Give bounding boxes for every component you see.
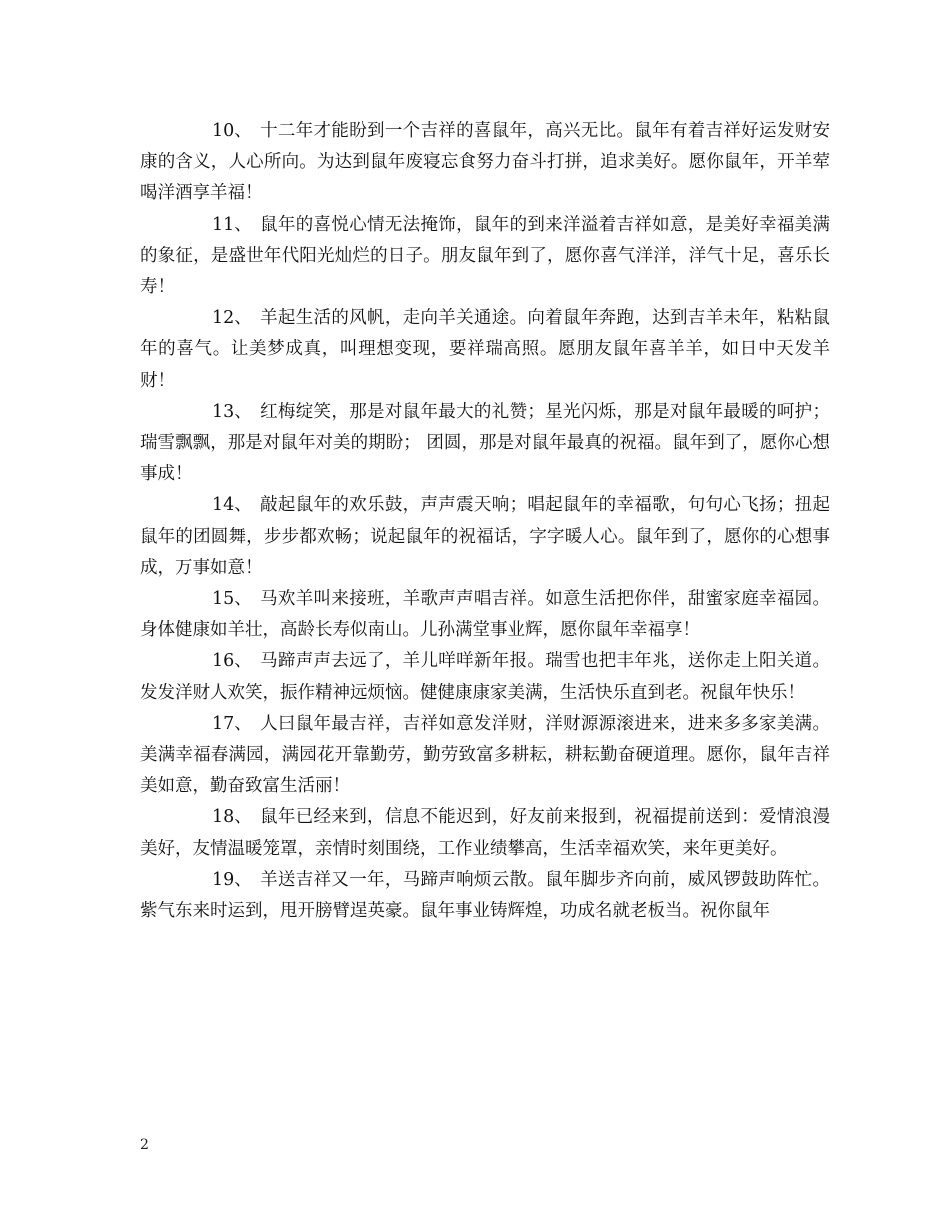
paragraph-12	[140, 303, 830, 397]
paragraph-text: 十二年才能盼到一个吉祥的喜鼠年，高兴无比。鼠年有着吉祥好运发财安康的含义，人心所向。为达到鼠年废寝忘食努力奋斗打拼，追求美好。愿你鼠年，开羊荤喝洋酒享羊福！	[140, 121, 830, 204]
paragraph-text: 马欢羊叫来接班，羊歌声声唱吉祥。如意生活把你伴，甜蜜家庭幸福园。身体健康如羊壮，高龄长寿似南山。儿孙满堂事业辉，愿你鼠年幸福享！	[140, 589, 830, 641]
paragraph-number: 12、	[212, 308, 252, 329]
paragraph-text: 红梅绽笑，那是对鼠年最大的礼赞；星光闪烁，那是对鼠年最暖的呵护；瑞雪飘飘，那是对鼠年对美的期盼； 团圆，那是对鼠年最真的祝福。鼠年到了，愿你心想事成！	[140, 401, 830, 485]
page-content	[140, 116, 830, 927]
paragraph-text: 羊送吉祥又一年，马蹄声响烦云散。鼠年脚步齐向前，威风锣鼓助阵忙。紫气东来时运到，甩开膀臂逞英豪。鼠年事业铸辉煌，功成名就老板当。祝你鼠年	[140, 869, 830, 922]
paragraph-text: 鼠年的喜悦心情无法掩饰，鼠年的到来洋溢着吉祥如意，是美好幸福美满的象征，是盛世年代阳光灿烂的日子。朋友鼠年到了，愿你喜气洋洋，洋气十足，喜乐长寿！	[140, 214, 830, 298]
paragraph-number: 13、	[212, 401, 252, 422]
paragraph-number: 10、	[212, 121, 252, 141]
paragraph-17	[140, 709, 830, 803]
paragraph-number: 18、	[212, 807, 252, 828]
paragraph-number: 15、	[212, 589, 252, 610]
paragraph-16	[140, 646, 830, 708]
paragraph-text: 马蹄声声去远了，羊儿咩咩新年报。瑞雪也把丰年兆，送你走上阳关道。发发洋财人欢笑，振作精神远烦恼。健健康康家美满，生活快乐直到老。祝鼠年快乐！	[140, 651, 830, 703]
paragraph-text: 敲起鼠年的欢乐鼓，声声震天响；唱起鼠年的幸福歌，句句心飞扬；扭起鼠年的团圆舞，步步都欢畅；说起鼠年的祝福话，字字暖人心。鼠年到了，愿你的心想事成，万事如意！	[140, 495, 830, 578]
paragraph-13	[140, 397, 830, 491]
paragraph-19	[140, 865, 830, 927]
paragraph-text: 羊起生活的风帆，走向羊关通途。向着鼠年奔跑，达到吉羊未年，粘粘鼠年的喜气。让美梦成真，叫理想变现，要祥瑞高照。愿朋友鼠年喜羊羊，如日中天发羊财！	[140, 308, 830, 391]
paragraph-15	[140, 584, 830, 646]
paragraph-14	[140, 490, 830, 584]
paragraph-text: 鼠年已经来到，信息不能迟到，好友前来报到，祝福提前送到：爱情浪漫美好，友情温暖笼罩，亲情时刻围绕，工作业绩攀高，生活幸福欢笑，来年更美好。	[140, 807, 830, 859]
paragraph-number: 17、	[212, 713, 252, 734]
paragraph-number: 14、	[212, 495, 252, 516]
paragraph-18	[140, 802, 830, 864]
paragraph-number: 16、	[212, 651, 252, 672]
paragraph-number: 11、	[212, 214, 252, 235]
paragraph-10	[140, 116, 830, 210]
paragraph-number: 19、	[212, 869, 252, 890]
page-number: 2	[140, 1137, 149, 1153]
paragraph-11	[140, 210, 830, 304]
paragraph-text: 人曰鼠年最吉祥，吉祥如意发洋财，洋财源源滚进来，进来多多家美满。美满幸福春满园，满园花开靠勤劳，勤劳致富多耕耘，耕耘勤奋硬道理。愿你，鼠年吉祥美如意，勤奋致富生活丽！	[140, 713, 830, 797]
